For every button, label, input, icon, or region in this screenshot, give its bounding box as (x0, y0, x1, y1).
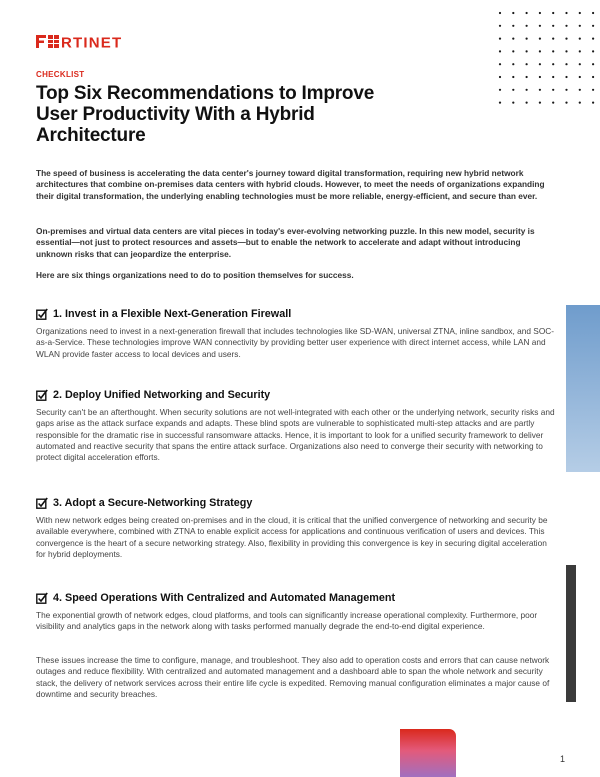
decorative-dot (539, 38, 541, 40)
fortinet-logo (36, 34, 146, 49)
decorative-dot (499, 38, 501, 40)
decorative-dot (579, 89, 581, 91)
section-1-heading (36, 307, 291, 321)
decorative-dot (499, 25, 501, 27)
intro-paragraph-1: The speed of business is accelerating the data center's journey toward digital transformation, requiring new hybrid network architectures that combine on-premises data centers with hybrid clouds. However, to meet the needs of organizations expanding their digital transformation, the underlying enabling technologies must be more reliable, energy-efficient, and secure than ever. (36, 168, 545, 201)
decorative-dot (539, 50, 541, 52)
decorative-dot (539, 63, 541, 65)
decorative-dot (579, 38, 581, 40)
checkbox-checked-icon (36, 497, 48, 509)
checkbox-checked-icon (36, 308, 48, 320)
document-category: CHECKLIST (36, 70, 85, 79)
decorative-dot (592, 89, 594, 91)
decorative-dot (499, 76, 501, 78)
decorative-dot (592, 12, 594, 14)
page-number: 1 (560, 754, 566, 764)
decorative-dot (565, 38, 567, 40)
section-1-paragraph-1: Organizations need to invest in a next-generation firewall that includes technologies like SD-WAN, universal ZTNA, inline sandbox, and SOC-as-a-Service. These technologies improve WAN connectivity by providing better user experience with direct internet access, while LAN and WLAN provide faster access to local devices and users. (36, 326, 555, 359)
decorative-dot (565, 12, 567, 14)
decorative-dot (552, 76, 554, 78)
section-4-heading (36, 591, 395, 605)
decorative-dot (539, 76, 541, 78)
decorative-dot (512, 76, 514, 78)
decorative-dot (552, 102, 554, 104)
decorative-dot (539, 102, 541, 104)
decorative-dot (526, 50, 528, 52)
decorative-dot (565, 102, 567, 104)
decorative-dot (512, 89, 514, 91)
decorative-dot (499, 89, 501, 91)
decorative-dot (592, 38, 594, 40)
decorative-dot (552, 63, 554, 65)
decorative-dot (539, 12, 541, 14)
decorative-dot (579, 102, 581, 104)
decorative-dot (592, 63, 594, 65)
decorative-dot (526, 89, 528, 91)
section-2-heading (36, 388, 270, 402)
dot-grid-decoration (497, 10, 597, 106)
decorative-dot (512, 12, 514, 14)
decorative-dot (592, 102, 594, 104)
decorative-dot (526, 38, 528, 40)
intro-paragraph-3: Here are six things organizations need to do to position themselves for success. (36, 270, 354, 280)
decorative-dot (565, 76, 567, 78)
decorative-dot (499, 12, 501, 14)
decorative-dot (499, 63, 501, 65)
decorative-dot (592, 50, 594, 52)
decorative-dot (526, 76, 528, 78)
bottom-accent-block (400, 729, 456, 777)
checkbox-checked-icon (36, 389, 48, 401)
decorative-dot (565, 25, 567, 27)
section-4-paragraph-2: These issues increase the time to configure, manage, and troubleshoot. They also add to operation costs and errors that can cause network outages and reduce flexibility. With centralized and automated management and a dashboard able to span the whole network and security stack, the delivery of network services across their entire life cycle is expedited. Removing manual configuration eliminates a major cause of downtime and security breaches. (36, 655, 550, 699)
decorative-dot (512, 25, 514, 27)
section-4-title: 4. Speed Operations With Centralized and Automated Management (53, 592, 396, 604)
decorative-dot (526, 25, 528, 27)
decorative-dot (526, 12, 528, 14)
decorative-dot (552, 38, 554, 40)
side-accent-dark (566, 565, 576, 702)
decorative-dot (565, 50, 567, 52)
decorative-dot (579, 76, 581, 78)
decorative-dot (539, 25, 541, 27)
decorative-dot (552, 89, 554, 91)
decorative-dot (579, 50, 581, 52)
decorative-dot (526, 102, 528, 104)
section-2-title: 2. Deploy Unified Networking and Security (53, 389, 271, 401)
intro-paragraph-2: On-premises and virtual data centers are vital pieces in today's ever-evolving networking puzzle. In this new model, security is essential—not just to protect resources and assets—but to enable the network to accelerate and adapt without introducing unknown risks that can jeopardize the enterprise. (36, 226, 535, 259)
decorative-dot (499, 102, 501, 104)
decorative-dot (539, 89, 541, 91)
checkbox-checked-icon (36, 592, 48, 604)
decorative-dot (499, 50, 501, 52)
svg-text:RTINET: RTINET (61, 34, 123, 49)
section-3-heading (36, 496, 252, 510)
decorative-dot (512, 102, 514, 104)
decorative-dot (512, 38, 514, 40)
decorative-dot (526, 63, 528, 65)
decorative-dot (592, 25, 594, 27)
page-title: Top Six Recommendations to Improve User Productivity With a Hybrid Architecture (36, 83, 375, 146)
decorative-dot (579, 63, 581, 65)
decorative-dot (552, 25, 554, 27)
decorative-dot (579, 25, 581, 27)
decorative-dot (592, 76, 594, 78)
decorative-dot (512, 63, 514, 65)
decorative-dot (565, 89, 567, 91)
section-4-paragraph-1: The exponential growth of network edges, cloud platforms, and tools can significantly increase operational complexity. Furthermore, poor visibility and analytics gaps in the network along with tasks performed manually degrade the end-to-end digital experience. (36, 610, 538, 632)
section-1-title: 1. Invest in a Flexible Next-Generation Firewall (53, 308, 292, 320)
decorative-dot (552, 12, 554, 14)
section-3-title: 3. Adopt a Secure-Networking Strategy (53, 497, 253, 509)
section-3-paragraph-1: With new network edges being created on-premises and in the cloud, it is critical that the unified convergence of networking and security be available everywhere, combined with ZTNA to enable explicit access for applications and continuous verification of users and devices. This convergence is the heart of a secure networking strategy. Also, flexibility in providing this convergence is key in securing digital acceleration for hybrid deployments. (36, 515, 548, 559)
decorative-dot (565, 63, 567, 65)
decorative-dot (552, 50, 554, 52)
side-accent-blue (566, 305, 600, 472)
section-2-paragraph-1: Security can't be an afterthought. When security solutions are not well-integrated with each other or the underlying network, security risks and gaps arise as the attack surface expands and adapts. These blind spots are vulnerable to sophisticated multi-step attacks and are partly responsible for the dramatic rise in successful ransomware attacks. Hence, it is important to look for a unified security framework to deliver automated and reactive security that spans the entire attack surface. Organizations also need to converge their security with networking to protect digital acceleration efforts. (36, 407, 555, 463)
decorative-dot (579, 12, 581, 14)
decorative-dot (512, 50, 514, 52)
fortinet-logo-mark (36, 34, 146, 49)
